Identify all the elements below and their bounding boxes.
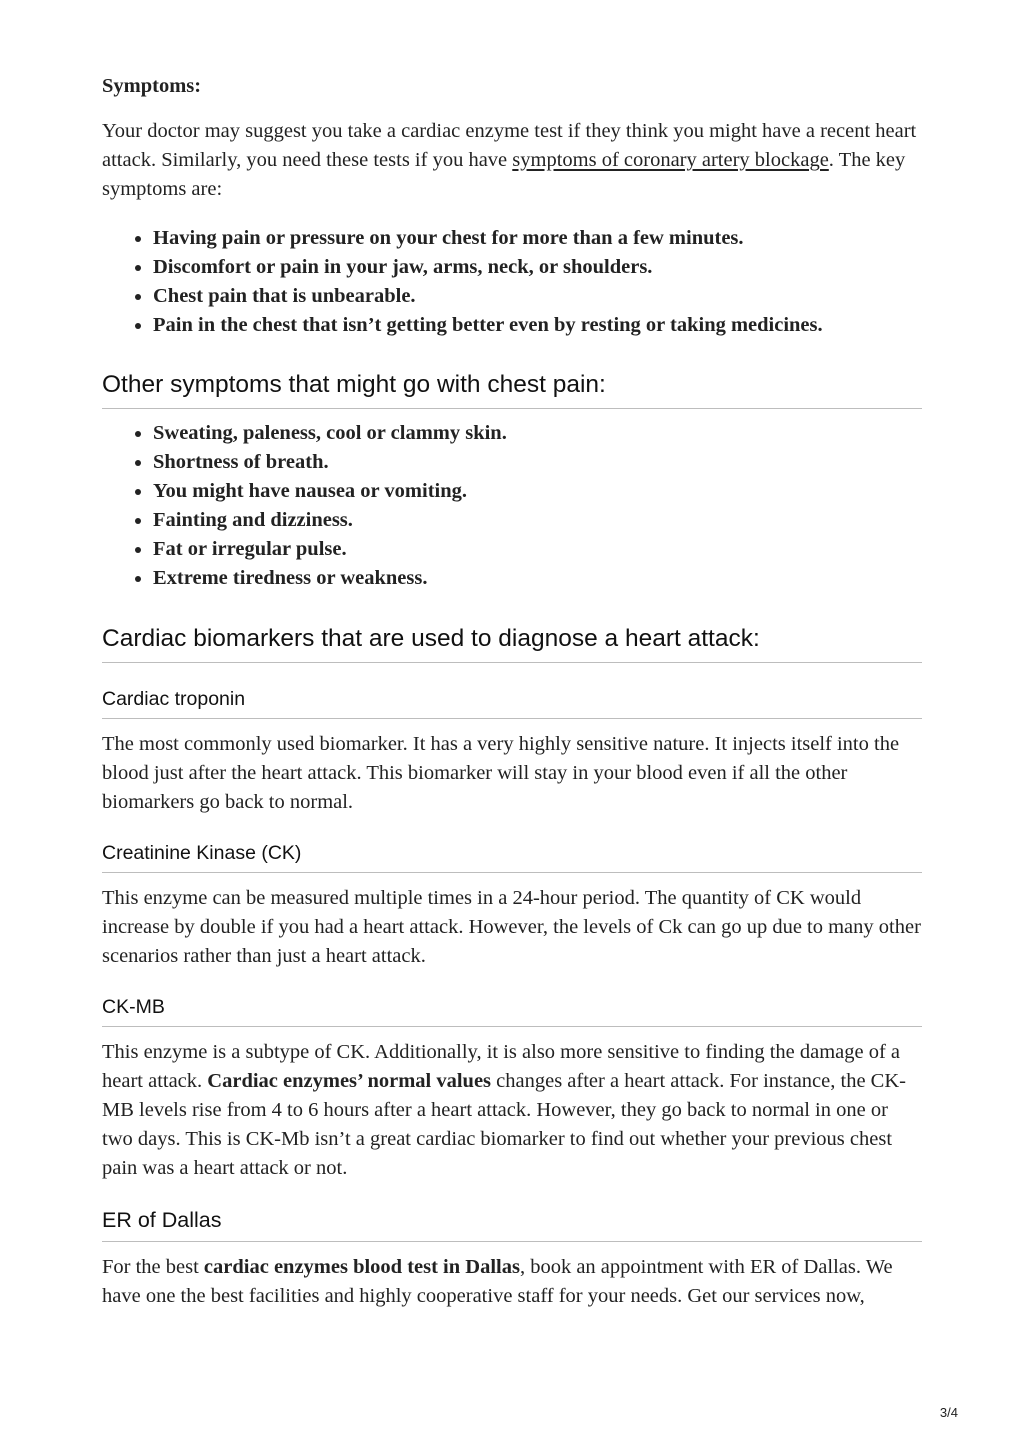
coronary-blockage-link[interactable]: symptoms of coronary artery blockage (512, 149, 829, 171)
list-item: • Discomfort or pain in your jaw, arms, neck, or shoulders. (153, 253, 922, 282)
list-item: • Chest pain that is unbearable. (153, 282, 922, 311)
list-item: • You might have nausea or vomiting. (153, 477, 922, 506)
er-text-before: For the best (102, 1256, 204, 1278)
ckmb-text-after: changes after a heart attack. For instance, the CK-MB levels rise from 4 to 6 hours after a heart attack. However, they go back to normal in one or two days. This is CK-Mb isn’t a great cardiac biomarker to find out whether your previous chest pain was a heart attack or not. (102, 1070, 906, 1179)
er-text-after: , book an appointment with ER of Dallas. We have one the best facilities and highly cooperative staff for your needs. Get our services now, (102, 1256, 893, 1307)
list-item: • Extreme tiredness or weakness. (153, 564, 922, 593)
dallas-test-bold: cardiac enzymes blood test in Dallas (203, 1256, 520, 1278)
ck-heading: Creatinine Kinase (CK) (102, 841, 922, 873)
ck-paragraph: This enzyme can be measured multiple times in a 24-hour period. The quantity of CK would increase by double if you had a heart attack. However, the levels of Ck can go up due to many other scenarios rather than just a heart attack. (102, 887, 921, 967)
document-page (102, 72, 922, 1311)
intro-text-after-link: . The key symptoms are: (102, 149, 906, 200)
ckmb-paragraph (102, 1038, 922, 1183)
symptoms-label: Symptoms: (102, 75, 202, 97)
normal-values-bold: Cardiac enzymes’ normal values (207, 1070, 492, 1092)
er-dallas-paragraph (102, 1253, 922, 1311)
biomarkers-heading: Cardiac biomarkers that are used to diagnose a heart attack: (102, 624, 922, 663)
ckmb-heading: CK-MB (102, 995, 922, 1027)
list-item: • Fainting and dizziness. (153, 506, 922, 535)
list-item: • Shortness of breath. (153, 448, 922, 477)
troponin-paragraph: The most commonly used biomarker. It has a very highly sensitive nature. It injects itself into the blood just after the heart attack. This biomarker will stay in your blood even if all the other biomarkers go back to normal. (102, 733, 900, 813)
intro-paragraph (102, 117, 922, 204)
troponin-heading: Cardiac troponin (102, 687, 922, 719)
intro-text-before-link: Your doctor may suggest you take a cardiac enzyme test if they think you might have a recent heart attack. Similarly, you need these tests if you have (102, 120, 917, 171)
er-dallas-heading: ER of Dallas (102, 1207, 922, 1242)
list-item: • Having pain or pressure on your chest for more than a few minutes. (153, 224, 922, 253)
key-symptoms-list (102, 224, 922, 340)
list-item: • Sweating, paleness, cool or clammy skin. (153, 419, 922, 448)
page-number: 3/4 (939, 1405, 958, 1420)
list-item: • Fat or irregular pulse. (153, 535, 922, 564)
other-symptoms-list (102, 419, 922, 593)
ckmb-text-before: This enzyme is a subtype of CK. Additionally, it is also more sensitive to finding the damage of a heart attack. (102, 1041, 901, 1092)
list-item: • Pain in the chest that isn’t getting better even by resting or taking medicines. (153, 311, 922, 340)
other-symptoms-heading: Other symptoms that might go with chest pain: (102, 370, 922, 409)
